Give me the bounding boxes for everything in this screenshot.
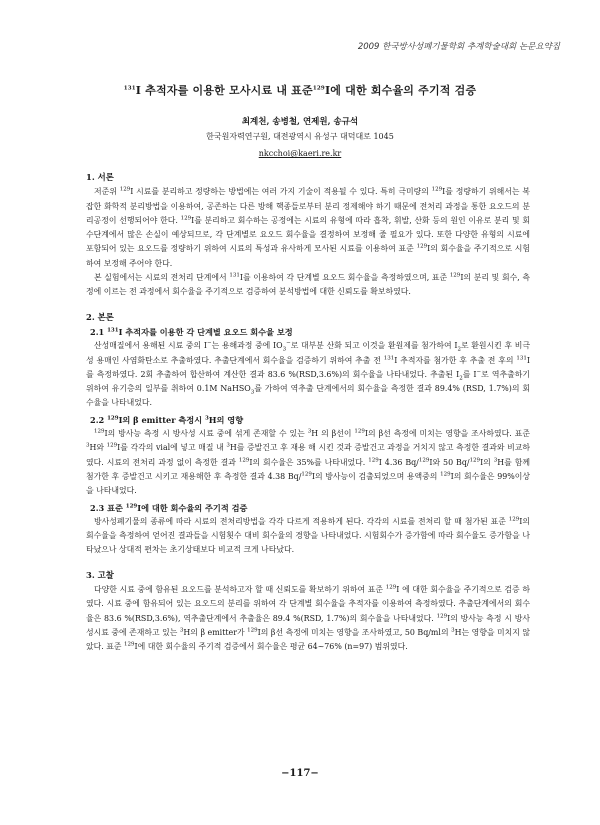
affiliation: 한국원자력연구원, 대전광역시 유성구 대덕대로 1045 <box>206 132 394 141</box>
subsection-heading-2-3: 2.3 표준 $^{129}$I에 대한 회수율의 주기적 검증 <box>90 502 248 513</box>
section-heading-discussion: 3. 고찰 <box>86 569 114 580</box>
intro-paragraph-2: 본 실험에서는 시료의 전처리 단계에서 $^{131}$I를 이용하여 각 단계별 요오드 회수율을 측정하였으며, 표준 $^{129}$I의 분리 및 회수, 측정에 이르는 전 과정에서 회수율을 주기적으로 검증하여 분석방법에 대한 신뢰도를 확보하였다. <box>86 272 530 297</box>
body-content <box>86 170 530 655</box>
paragraph-2-2: $^{129}$I의 방사능 측정 시 방사성 시료 중에 섞게 존재할 수 있는 $^3$H 의 β선이 $^{129}$I의 β선 측정에 미치는 영향을 조사하였다. 표준 $^3$H와 $^{129}$I를 각각의 vial에 넣고 매질 내 $^3$H를 증발건고 후 재용 해 시킨 것과 증발건고 과정을 거치지 않고 측정한 결과와 비교하였다. 시료의 전처리 과정 없이 측정한 결과 $^{129}$I의 회수율은 35%를 나타내었다. $^{129}$I 4.36 Bq/$^{129}$I와 50 Bq/$^{129}$I의 $^3$H를 함께 첨가한 후 증발건고 시키고 재용해한 후 측정한 결과 4.38 Bq/$^{129}$I의 방사능이 검출되었으며 용액중의 $^{129}$I의 회수율은 99%이상을 나타내었다. <box>86 428 530 496</box>
running-head: 2009 한국방사성폐기물학회 추계학술대회 논문요약집 <box>357 42 560 52</box>
discussion-paragraph: 다양한 시료 중에 함유된 요오드를 분석하고자 할 때 신뢰도를 확보하기 위하여 표준 $^{129}$I 에 대한 회수율을 주기적으로 검증 하였다. 시료 중에 함유되어 있는 요오드의 분리를 위하여 각 단계별 회수율을 추적자를 이용하여 측정하였다. 추출단계에서의 회수율은 83.6 %(RSD,3.6%), 역추출단계에서 추출율은 89.4 %(RSD, 1.7%)의 회수율을 나타내었다. $^{129}$I의 방사능 측정 시 방사성시료 중에 존재하고 있는 $^3$H의 β emitter가 $^{129}$I의 β선 측정에 미치는 영향을 조사하였고, 50 Bq/ml의 $^3$H는 영향을 미치지 않았다. 표준 $^{129}$I에 대한 회수율의 주기적 검증에서 회수율은 평균 64~76% (n=97) 범위였다. <box>86 584 531 652</box>
authors: 최계천, 송병철, 연제원, 송규석 <box>241 117 359 127</box>
title-part-a: I 추적자를 이용한 모사시료 내 표준 <box>135 84 313 97</box>
subsection-heading-2-1: 2.1 $^{131}$I 추적자를 이용한 각 단계별 요오드 회수율 보정 <box>90 326 293 337</box>
page-number: −117− <box>281 768 319 779</box>
section-heading-intro: 1. 서론 <box>86 172 114 182</box>
section-heading-body: 2. 본론 <box>86 311 114 322</box>
paragraph-2-1: 산성매질에서 용해된 시료 중의 I−는 용해과정 중에 $IO_3^-$로 대부분 산화 되고 이것을 환원제를 첨가하여 $I_2$로 환원시킨 후 비극성 용매인 사염화탄소로 추출하였다. 추출단계에서 회수율을 검증하기 위하여 추출 전 $^{131}$I 추적자를 첨가한 후 추출 전 후의 $^{131}$I를 측정하였다. 2회 추출하여 합산하여 계산한 결과 83.6 %(RSD,3.6%)의 회수율을 나타내었다. 추출된 $I_2$를 I−로 역추출하기 위하여 유기층의 일부를 취하여 0.1M NaHSO$_3$를 가하여 역추출 단계에서의 회수율을 측정한 결과 89.4% (RSD, 1.7%)의 회수율을 나타내었다. <box>86 340 531 408</box>
title-part-b: I에 대한 회수율의 주기적 검증 <box>324 84 477 97</box>
title-sup: 131 <box>123 85 136 92</box>
subsection-heading-2-2: 2.2 $^{129}$I의 β emitter 측정시 $^3$H의 영향 <box>90 414 244 425</box>
title-sup2: 129 <box>312 85 325 92</box>
paragraph-2-3: 방사성폐기물의 종류에 따라 시료의 전처리방법을 각각 다르게 적용하게 된다. 각각의 시료를 전처리 할 때 첨가된 표준 $^{129}$I의 회수율을 측정하여 얻어진 결과들을 시험횟수 대비 회수율의 경향을 나타내었다. 시험회수가 증가함에 따라 회수율도 증가함을 나타났으나 상대적 편차는 초기상태보다 비교적 크게 나타났다. <box>86 516 530 555</box>
email-link[interactable]: nkcchoi@kaeri.re.kr <box>258 149 342 158</box>
intro-paragraph-1: 저준위 $^{129}$I 시료를 분리하고 정량하는 방법에는 여러 가지 기술이 적용될 수 있다. 특히 극미량의 $^{129}$I를 정량하기 위해서는 복잡한 화학적 분리방법을 이용하여, 공존하는 다른 방해 핵종들로부터 분리 정제해야 하기 때문에 전처리 과정을 통한 요오드의 분리공정이 선행되어야 한다. $^{129}$I를 분리하고 회수하는 공정에는 시료의 유형에 따라 흡착, 휘발, 산화 등의 원인 이유로 분리 및 회수단계에서 많은 손실이 예상되므로, 각 단계별로 요오드 회수율을 결정하여 보정해 줄 필요가 있다. 또한 다양한 유형의 시료에 포함되어 있는 요오드를 정량하기 위하여 시료의 특성과 유사하게 모사된 시료를 이용하여 표준 $^{129}$I의 회수율을 주기적으로 시험하여 보정해 주어야 한다. <box>86 186 530 268</box>
paper-title <box>60 82 540 98</box>
